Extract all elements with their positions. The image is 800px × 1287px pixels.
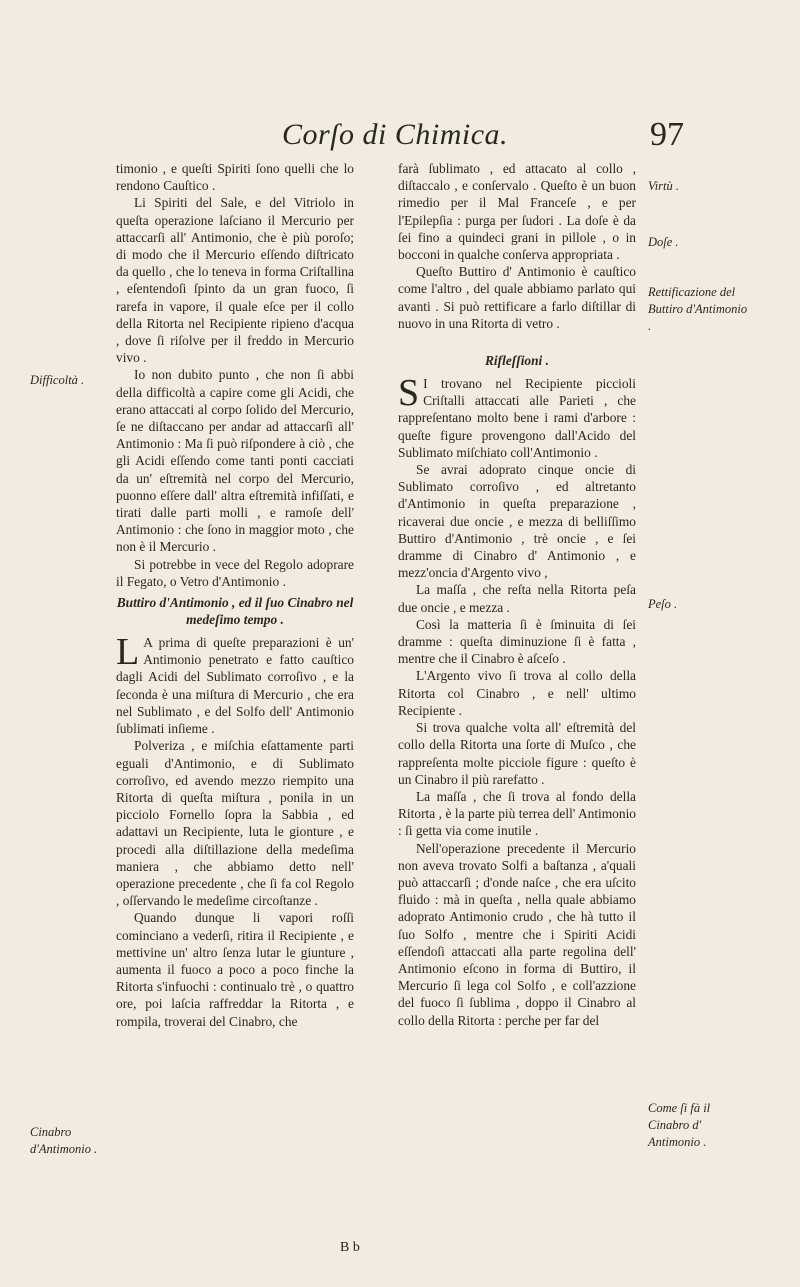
- margin-note: Virtù .: [648, 179, 680, 193]
- margin-note: Come ſi fà il Cinabro d' Antimonio .: [648, 1101, 711, 1149]
- paragraph: timonio , e queſti Spiriti ſono quelli che lo rendono Cauſtico .: [116, 161, 354, 194]
- paragraph: La maſſa , che ſi trova al fondo della Ritorta , è la parte più terrea dell' Antimonio : ſi getta via come inutile .: [398, 788, 636, 839]
- paragraph: L'Argento vivo ſi trova al collo della Ritorta col Cinabro , e nell' ultimo Recipiente .: [398, 668, 636, 718]
- margin-note: Doſe .: [648, 235, 679, 249]
- catchword: B b: [340, 1240, 360, 1255]
- margin-note: Cinabro d'Antimonio .: [30, 1125, 98, 1156]
- paragraph: [398, 372, 636, 461]
- paragraph-text: A prima di queſte preparazioni è un' Antimonio penetrato e fatto cauſtico dagli Acidi del Sublimato corroſivo , e la ſeconda è una miſtura di Mercurio , che era nel Sublimato , e del Solfo dell' Antimonio ſublimati inſieme .: [116, 635, 354, 737]
- paragraph: Si trova qualche volta all' eſtremità del collo della Ritorta una ſorte di Muſco , che rappreſenta molte picciole figure : queſto è un Cinabro il più rarefatto .: [398, 720, 636, 787]
- paragraph: Così la matteria ſi è ſminuita di ſei dramme : queſta diminuzione ſi è fatta , mentre che il Cinabro è aſceſo .: [398, 616, 636, 667]
- paragraph: La maſſa , che reſta nella Ritorta peſa due oncie , e mezza .: [398, 582, 636, 615]
- section-heading: Buttiro d'Antimonio , ed il ſuo Cinabro nel medeſimo tempo .: [116, 595, 354, 628]
- paragraph: Queſto Buttiro d' Antimonio è cauſtico come l'altro , del quale abbiamo parlato qui avanti . Si può rettificare a farlo diſtillar di nuovo in una Ritorta di vetro .: [398, 264, 636, 331]
- paragraph: Io non dubito punto , che non ſi abbi della difficoltà a capire come gli Acidi, che erano attaccati al corpo ſolido del Mercurio, ſe ne diſtaccano per andar ad attaccarſi all' Antimonio : Ma ſi può riſpondere à ciò , che gli Acidi eſſendo come tanti ponti cacciati da un' eſtremità nel corpo del Mercurio, puonno eſſere dall' altra eſtremità infiſſati, e tirati dalle parti molli , e ramoſe dell' Antimonio : che ſono in maggior moto , che non è il Mercurio .: [116, 367, 354, 555]
- left-column: [116, 160, 354, 1030]
- margin-note: Rettificazione del Buttiro d'Antimonio .: [648, 285, 748, 333]
- paragraph: Se avrai adoprato cinque oncie di Sublimato corroſivo , ed altretanto d'Antimonio in queſta preparazione , ricaverai due oncie , e mezza di belliſſimo Buttiro d'Antimonio , trè oncie , e ſei dramme di Cinabro d' Antimonio , e mezz'oncia d'Argento vivo ,: [398, 462, 636, 581]
- paragraph-text: I trovano nel Recipiente piccioli Criſtalli attaccati alle Parieti , che rappreſentano molto bene i rami d'arbore : queſte figure provengono dall'Acido del Sublimato miſchiato coll'Antimonio .: [398, 376, 636, 460]
- section-heading: Rifleſſioni .: [485, 353, 549, 369]
- paragraph: Li Spiriti del Sale, e del Vitriolo in queſta operazione laſciano il Mercurio per attaccarſi all' Antimonio, che è più poroſo; di modo che il Mercurio eſſendo diſtricato da quello , che lo teneva in forma Criſtallina , eſentendoſi ſpinto da un gran fuoco, ſi rarefa in vapore, il quale eſce per il collo della Ritorta nel Recipiente ripieno d'acqua , dove ſi riſolve per il freddo in Mercurio vivo .: [116, 195, 354, 366]
- paragraph: [116, 631, 354, 737]
- drop-cap: L: [116, 631, 140, 674]
- paragraph: farà ſublimato , ed attacato al collo , diſtaccalo , e conſervalo . Queſto è un buon rimedio per il Mal Franceſe , e per l'Epilepſia : purga per ſudori . La doſe è da ſei fino a quindeci grani in pillole , o in bocconi in qualche conſerva appropriata .: [398, 161, 636, 263]
- running-title: Corſo di Chimica.: [282, 118, 509, 151]
- margin-note: Peſo .: [648, 597, 678, 611]
- margin-note: Difficoltà .: [30, 373, 85, 387]
- paragraph: Si potrebbe in vece del Regolo adoprare il Fegato, o Vetro d'Antimonio .: [116, 556, 354, 589]
- right-column: [398, 160, 636, 1029]
- paragraph: Nell'operazione precedente il Mercurio non aveva trovato Solfi a baſtanza , a'quali può attaccarſi ; d'onde naſce , che era uſcito fluido : mà in queſta , nella quale abbiamo adoprato Antimonio crudo , che hà tutto il ſuo Solfo , mentre che i Spiriti Acidi eſſendoſi attaccati alla parte regolina dell' Antimonio eſcono in forma di Buttiro, il Mercurio ſi lega col Solfo , e coll'azzione del fuoco ſi ſublima , doppo il Cinabro al collo della Ritorta : perche per far del: [398, 840, 636, 1028]
- paragraph: Polveriza , e miſchia eſattamente parti eguali d'Antimonio, e di Sublimato corroſivo, ed avendo mezzo riempito una Ritorta di queſta miſtura , ponila in un picciolo Fornello ſopra la Sabbia , ed adattavi un Recipiente, luta le gionture , e procedi alla diſtillazione della medeſima maniera , che abbiamo detto nell' operazione precedente , che ſi fa col Regolo , oſſervando le medeſime circoſtanze .: [116, 738, 354, 909]
- paragraph: Quando dunque li vapori roſſi cominciano a vederſi, ritira il Recipiente , e mettivine un' altro ſenza lutar le giunture , aumenta il fuoco a poco a poco finche la Ritorta s'infuochi : continualo trè , o quattro ore, poi laſcia raffreddar la Ritorta , e rompila, troverai del Cinabro, che: [116, 910, 354, 1029]
- drop-cap: S: [398, 372, 420, 415]
- page-number: 97: [650, 116, 684, 153]
